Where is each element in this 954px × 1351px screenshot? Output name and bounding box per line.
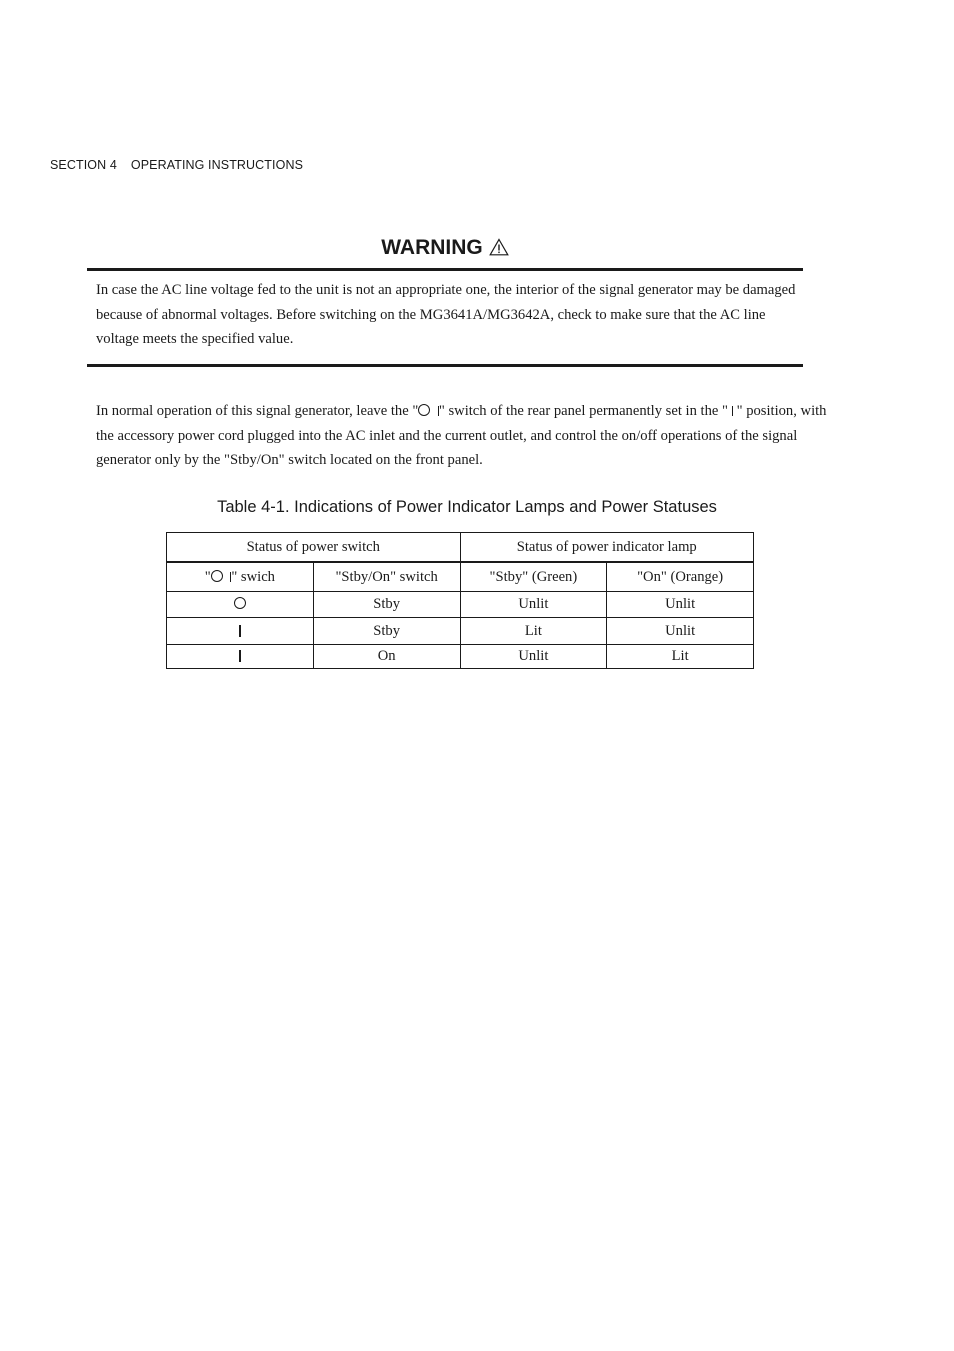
- on-bar-icon: [239, 650, 241, 662]
- table-row: [167, 618, 754, 645]
- page-header: [50, 158, 303, 172]
- warning-triangle-icon: [489, 238, 509, 256]
- table-column-header-row: [167, 562, 754, 592]
- rear-switch-cell: [167, 618, 314, 645]
- section-number: SECTION 4: [50, 158, 117, 172]
- group-header-lamp: Status of power indicator lamp: [460, 533, 754, 563]
- paragraph-part-3: " position, with the accessory power cord plugged into the AC inlet and the current outlet, and control the on/off operations of the signal generator only by the "Stby/On" switch located on the front panel.: [96, 403, 827, 468]
- on-lamp-cell: Lit: [607, 645, 754, 669]
- col-header-on-orange: "On" (Orange): [607, 562, 754, 592]
- paragraph-part-1: In normal operation of this signal generator, leave the ": [96, 403, 419, 419]
- col-header-rear-switch: [167, 562, 314, 592]
- on-lamp-cell: Unlit: [607, 618, 754, 645]
- col-header-stby-green: "Stby" (Green): [460, 562, 607, 592]
- stby-on-cell: Stby: [313, 592, 460, 618]
- warning-heading: [0, 236, 890, 260]
- stby-lamp-cell: Lit: [460, 618, 607, 645]
- rear-switch-cell: [167, 645, 314, 669]
- rear-header-suffix: " swich: [231, 568, 275, 585]
- on-bar-icon: [239, 625, 241, 637]
- on-lamp-cell: Unlit: [607, 592, 754, 618]
- table-group-header-row: [167, 533, 754, 563]
- rear-switch-cell: [167, 592, 314, 618]
- body-paragraph: [96, 399, 844, 473]
- paragraph-part-2: " switch of the rear panel permanently set in the ": [438, 403, 728, 419]
- stby-lamp-cell: Unlit: [460, 592, 607, 618]
- section-title: OPERATING INSTRUCTIONS: [130, 158, 304, 172]
- off-circle-icon: [234, 597, 246, 609]
- stby-on-cell: Stby: [313, 618, 460, 645]
- warning-bottom-rule: [87, 364, 803, 367]
- rear-switch-symbol: [418, 403, 439, 419]
- table-row: [167, 645, 754, 669]
- on-bar-icon: [732, 406, 733, 416]
- table-caption: Table 4-1. Indications of Power Indicator Lamps and Power Statuses: [217, 498, 717, 516]
- warning-title-text: WARNING: [381, 236, 483, 259]
- warning-text: In case the AC line voltage fed to the unit is not an appropriate one, the interior of the signal generator may be damaged because of abnormal voltages. Before switching on the MG3641A/MG3642A, check to make sure that the AC line voltage meets the specified value.: [96, 282, 796, 347]
- power-status-table: [166, 532, 754, 669]
- off-circle-icon: [211, 570, 223, 582]
- rear-header-prefix: ": [204, 568, 211, 585]
- warning-top-rule: [87, 268, 803, 271]
- stby-lamp-cell: Unlit: [460, 645, 607, 669]
- off-circle-icon: [418, 404, 430, 416]
- col-header-stby-on: "Stby/On" switch: [313, 562, 460, 592]
- table-row: [167, 592, 754, 618]
- stby-on-cell: On: [313, 645, 460, 669]
- group-header-switch: Status of power switch: [167, 533, 461, 563]
